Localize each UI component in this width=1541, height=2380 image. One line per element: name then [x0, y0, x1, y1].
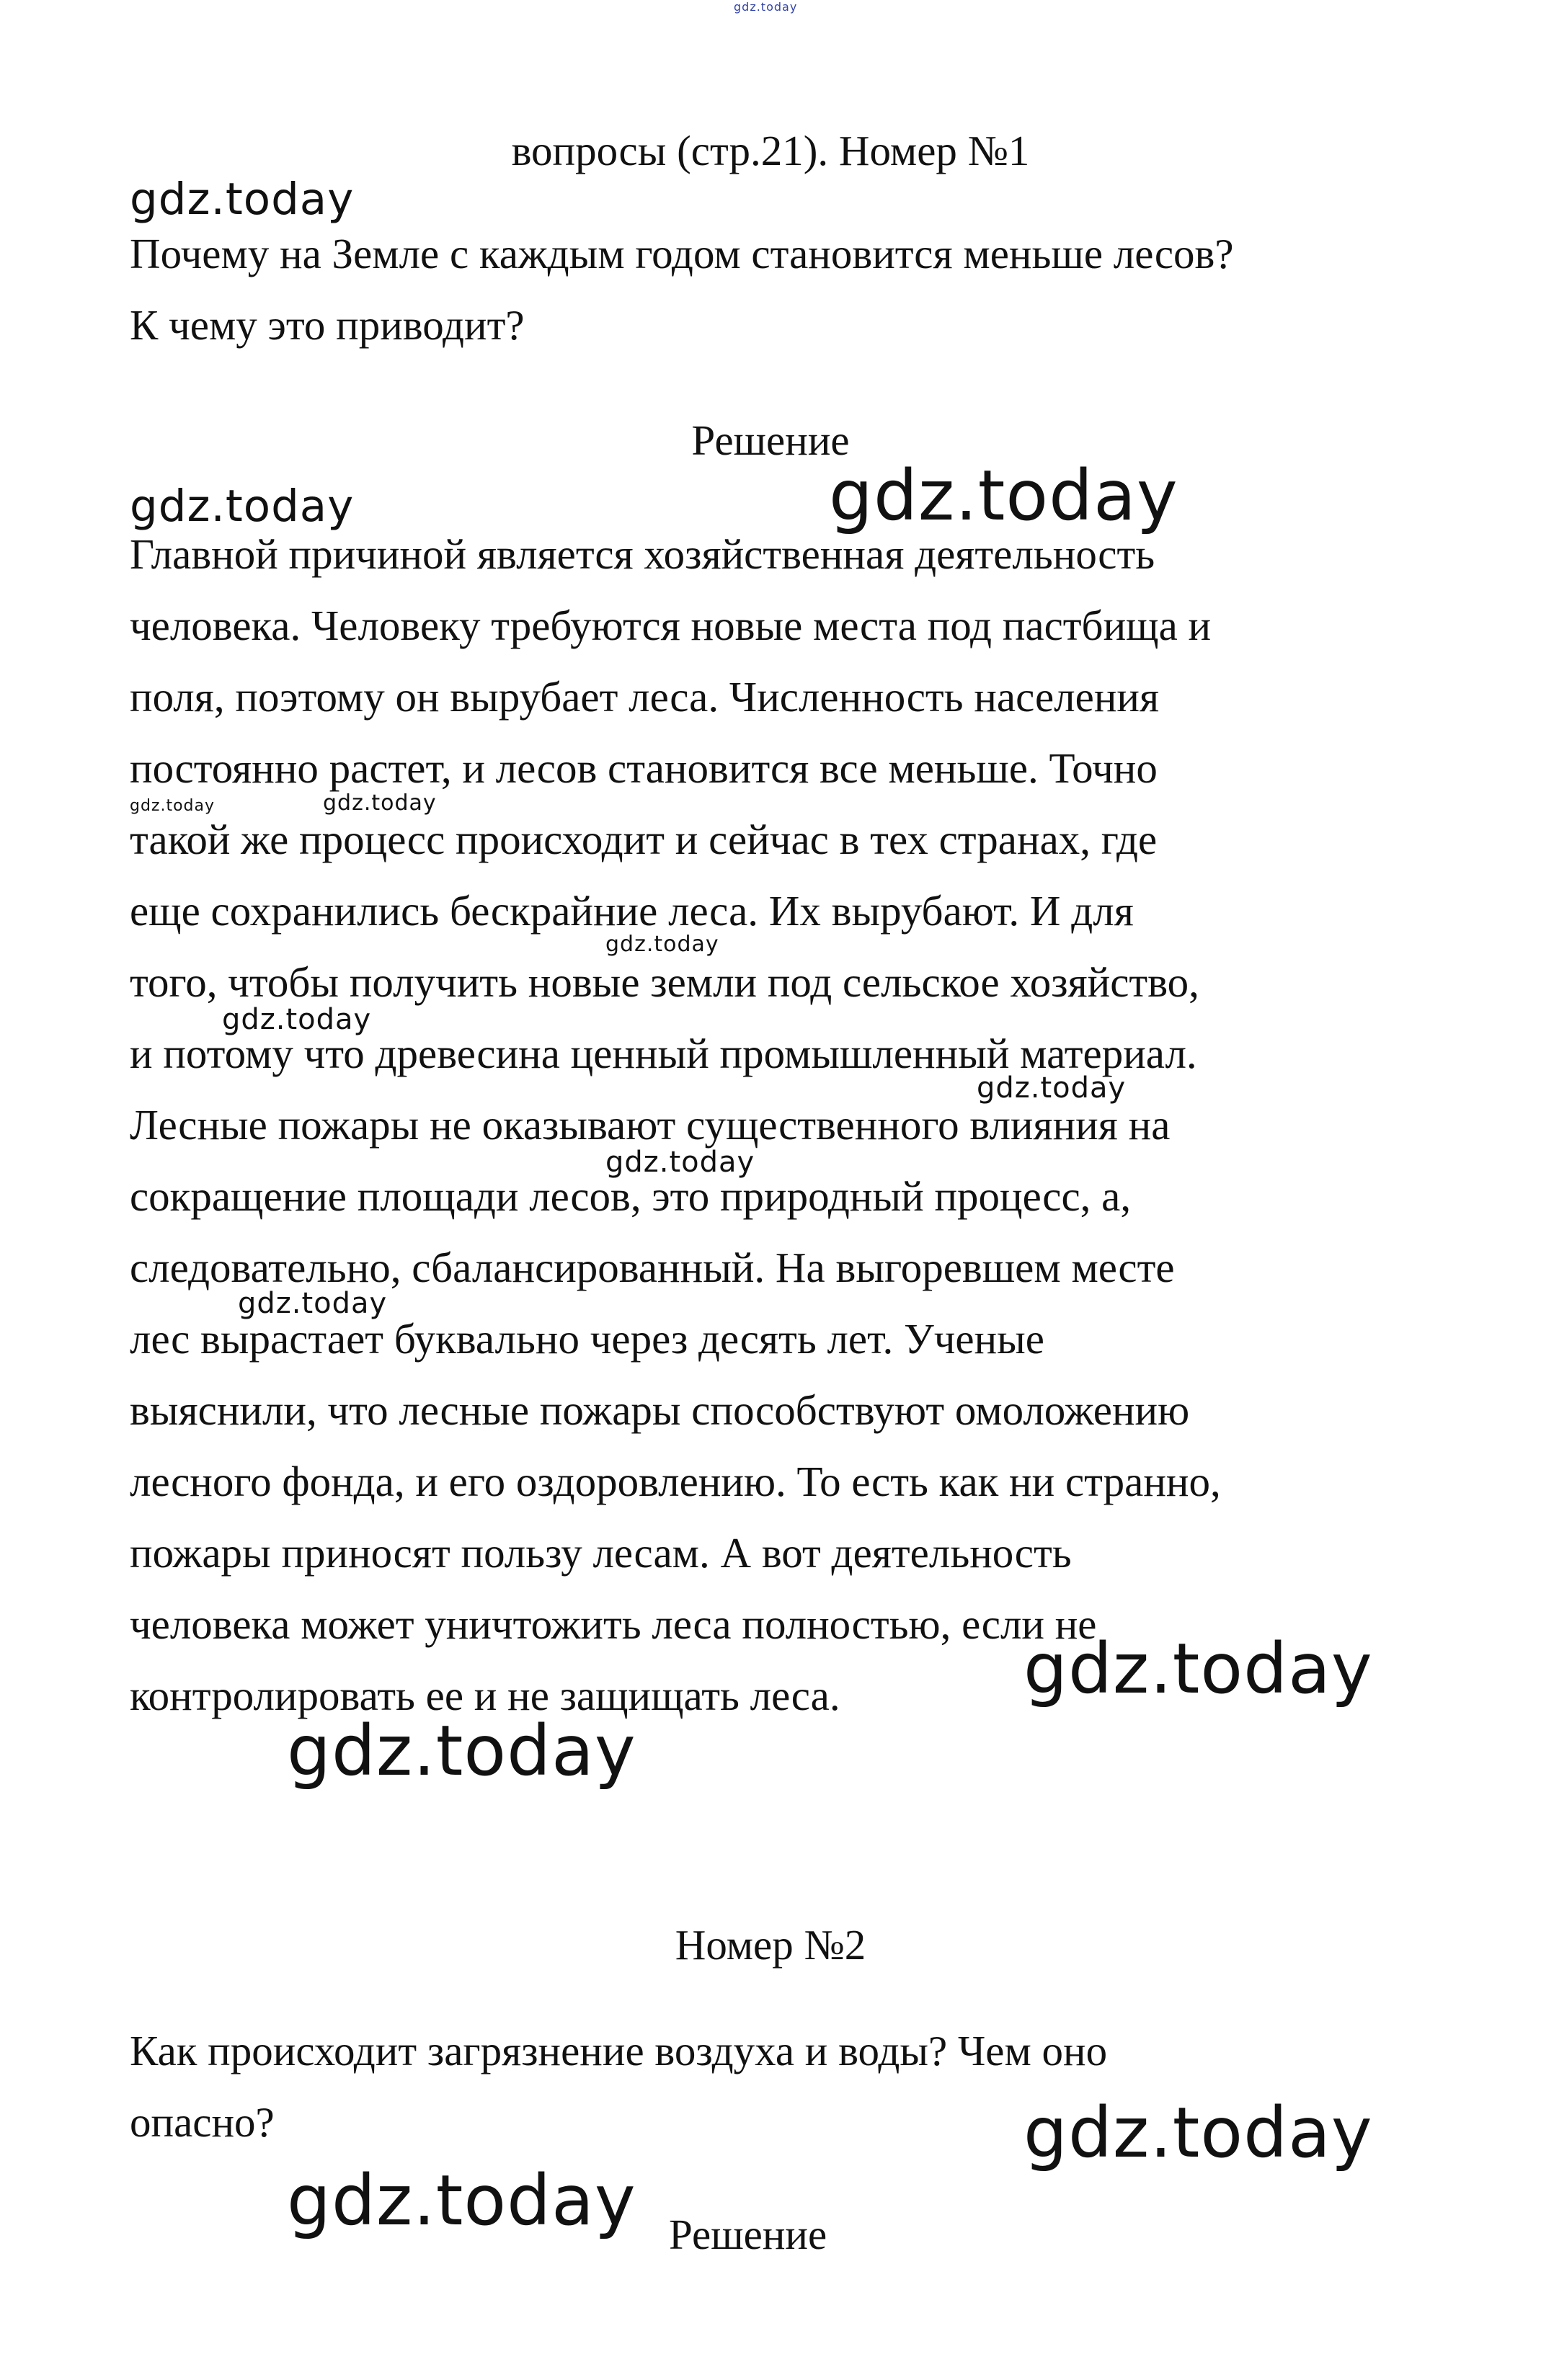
solution-1-line: поля, поэтому он вырубает леса. Численность населения [130, 673, 1160, 721]
watermark: gdz.today [287, 1711, 636, 1791]
question-2-heading: Номер №2 [675, 1921, 866, 1969]
solution-1-line: лесного фонда, и его оздоровлению. То есть как ни странно, [130, 1458, 1221, 1505]
watermark: gdz.today [130, 481, 355, 532]
watermark: gdz.today [605, 932, 719, 957]
solution-1-line: пожары приносят пользу лесам. А вот деятельность [130, 1529, 1072, 1577]
question-2-line: опасно? [130, 2098, 275, 2146]
question-2-line: Как происходит загрязнение воздуха и воды? Чем оно [130, 2027, 1108, 2074]
page-title: вопросы (стр.21). Номер №1 [511, 127, 1030, 174]
solution-1-line: сокращение площади лесов, это природный процесс, а, [130, 1172, 1132, 1220]
solution-1-line: выяснили, что лесные пожары способствуют омоложению [130, 1386, 1190, 1434]
watermark: gdz.today [323, 790, 437, 816]
watermark: gdz.today [1023, 2092, 1373, 2173]
watermark: gdz.today [287, 2160, 636, 2241]
watermark: gdz.today [829, 455, 1178, 536]
solution-1-line: следовательно, сбалансированный. На выгоревшем месте [130, 1244, 1175, 1291]
question-1-line: Почему на Земле с каждым годом становится меньше лесов? [130, 230, 1234, 277]
solution-1-line: контролировать ее и не защищать леса. [130, 1672, 840, 1719]
solution-1-line: лес вырастает буквально через десять лет. Ученые [130, 1315, 1044, 1363]
solution-1-line: человека. Человеку требуются новые места под пастбища и [130, 602, 1212, 649]
watermark: gdz.today [130, 797, 216, 815]
solution-2-heading: Решение [669, 2211, 827, 2258]
solution-1-line: человека может уничтожить леса полностью, если не [130, 1600, 1097, 1648]
watermark: gdz.today [1023, 1628, 1373, 1709]
solution-1-line: такой же процесс происходит и сейчас в тех странах, где [130, 816, 1158, 863]
solution-1-line: Главной причиной является хозяйственная деятельность [130, 530, 1155, 578]
watermark: gdz.today [977, 1071, 1127, 1105]
question-1-line: К чему это приводит? [130, 301, 525, 349]
solution-1-heading: Решение [691, 416, 850, 464]
watermark: gdz.today [734, 0, 798, 14]
solution-1-line: Лесные пожары не оказывают существенного влияния на [130, 1101, 1171, 1149]
solution-1-line: того, чтобы получить новые земли под сельское хозяйство, [130, 958, 1199, 1006]
watermark: gdz.today [605, 1146, 755, 1179]
watermark: gdz.today [238, 1287, 388, 1320]
watermark: gdz.today [222, 1003, 372, 1036]
watermark: gdz.today [130, 174, 355, 225]
solution-1-line: еще сохранились бескрайние леса. Их вырубают. И для [130, 887, 1134, 935]
solution-1-line: постоянно растет, и лесов становится все меньше. Точно [130, 744, 1158, 792]
solution-1-line: и потому что древесина ценный промышленный материал. [130, 1030, 1197, 1077]
